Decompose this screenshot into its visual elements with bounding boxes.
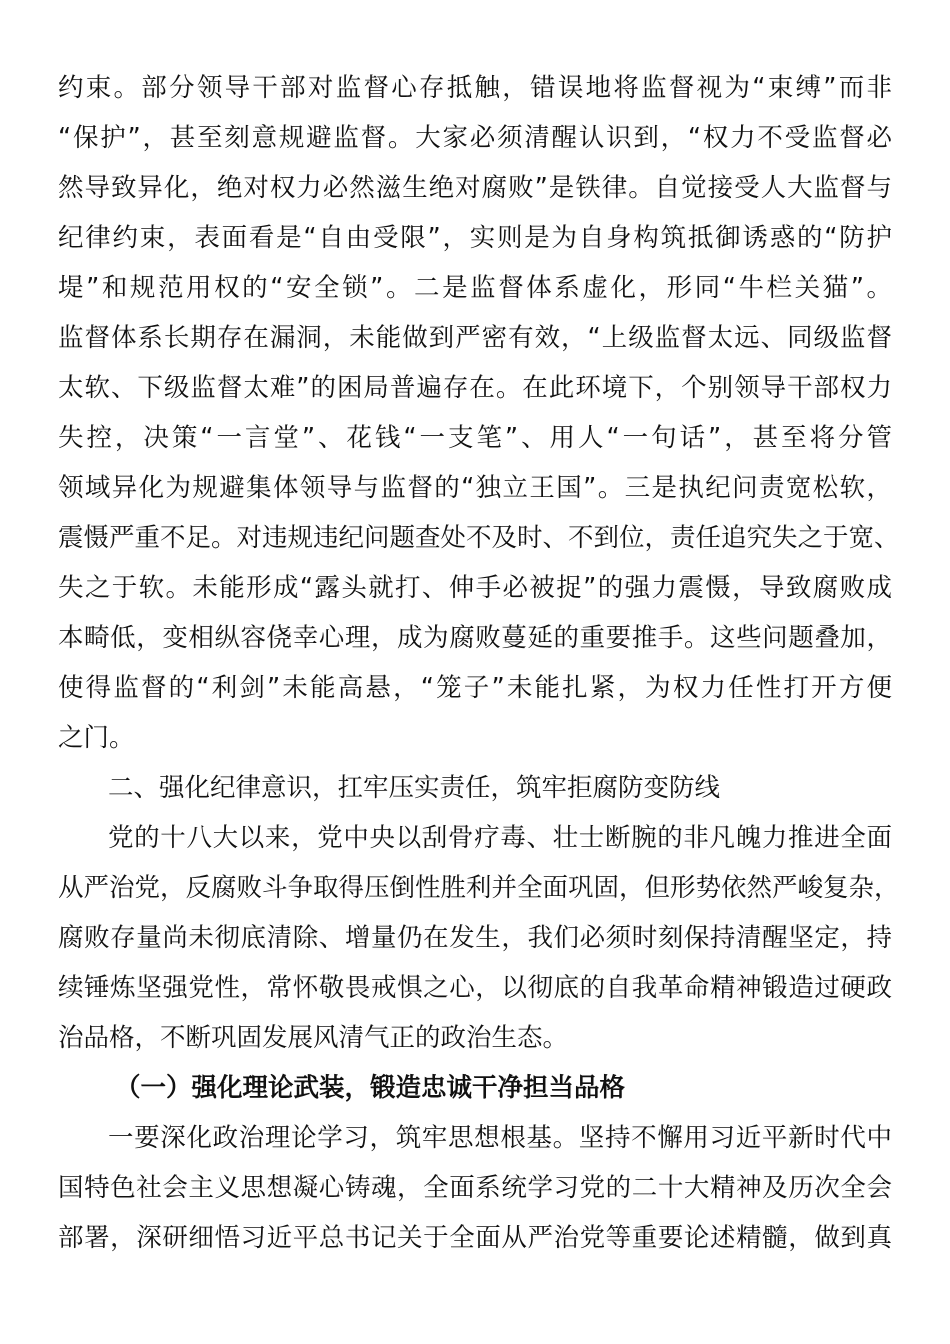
paragraph-line: 领域异化为规避集体领导与监督的“独立王国”。三是执纪问责宽松软， (58, 473, 892, 503)
paragraph-line: 部署，深研细悟习近平总书记关于全面从严治党等重要论述精髓，做到真 (58, 1223, 892, 1253)
paragraph-line: 国特色社会主义思想凝心铸魂，全面系统学习党的二十大精神及历次全会 (58, 1173, 892, 1203)
paragraph-line: 约束。部分领导干部对监督心存抵触，错误地将监督视为“束缚”而非 (58, 73, 892, 103)
subsection-heading: （一）强化理论武装，锻造忠诚干净担当品格 (115, 1073, 626, 1103)
paragraph-line: 太软、下级监督太难”的困局普遍存在。在此环境下，个别领导干部权力 (58, 373, 892, 403)
paragraph-line: 从严治党，反腐败斗争取得压倒性胜利并全面巩固，但形势依然严峻复杂， (58, 873, 900, 903)
paragraph-line: “保护”，甚至刻意规避监督。大家必须清醒认识到，“权力不受监督必 (58, 123, 892, 153)
paragraph-line: 失控，决策“一言堂”、花钱“一支笔”、用人“一句话”，甚至将分管 (58, 423, 892, 453)
section-heading: 二、强化纪律意识，扛牢压实责任，筑牢拒腐防变防线 (108, 773, 721, 803)
paragraph-line: 监督体系长期存在漏洞，未能做到严密有效，“上级监督太远、同级监督 (58, 323, 892, 353)
paragraph-line: 震慑严重不足。对违规违纪问题查处不及时、不到位，责任追究失之于宽、 (58, 523, 900, 553)
paragraph-line: 之门。 (58, 723, 135, 753)
paragraph-line: 然导致异化，绝对权力必然滋生绝对腐败”是铁律。自觉接受人大监督与 (58, 173, 892, 203)
paragraph-line: 使得监督的“利剑”未能高悬，“笼子”未能扎紧，为权力任性打开方便 (58, 673, 892, 703)
paragraph-line: 堤”和规范用权的“安全锁”。二是监督体系虚化，形同“牛栏关猫”。 (58, 273, 892, 303)
paragraph-line: 一要深化政治理论学习，筑牢思想根基。坚持不懈用习近平新时代中 (108, 1123, 892, 1153)
paragraph-line: 本畸低，变相纵容侥幸心理，成为腐败蔓延的重要推手。这些问题叠加， (58, 623, 892, 653)
paragraph-line: 治品格，不断巩固发展风清气正的政治生态。 (58, 1023, 569, 1053)
paragraph-line: 腐败存量尚未彻底清除、增量仍在发生，我们必须时刻保持清醒坚定，持 (58, 923, 892, 953)
paragraph-line: 失之于软。未能形成“露头就打、伸手必被捉”的强力震慑，导致腐败成 (58, 573, 892, 603)
paragraph-line: 党的十八大以来，党中央以刮骨疗毒、壮士断腕的非凡魄力推进全面 (108, 823, 892, 853)
paragraph-line: 纪律约束，表面看是“自由受限”，实则是为自身构筑抵御诱惑的“防护 (58, 223, 892, 253)
paragraph-line: 续锤炼坚强党性，常怀敬畏戒惧之心，以彻底的自我革命精神锻造过硬政 (58, 973, 892, 1003)
